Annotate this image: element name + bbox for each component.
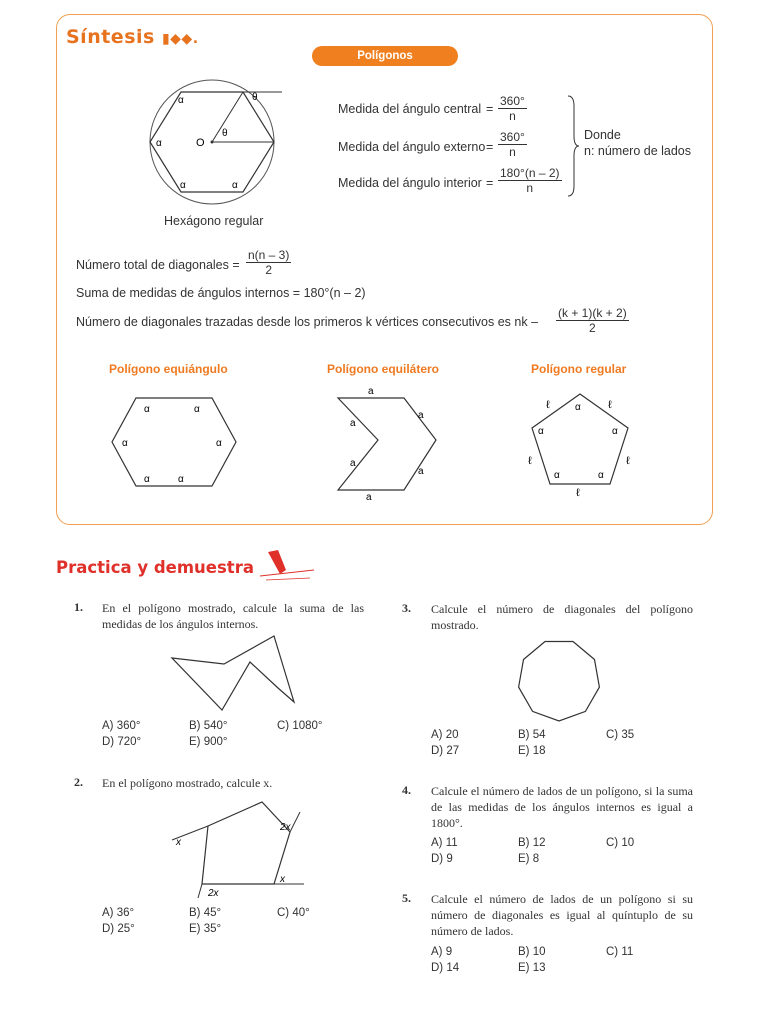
svg-text:α: α [554,470,560,481]
svg-text:α: α [216,438,222,449]
q1-option-b[interactable]: B) 540° [189,720,228,732]
q5-number: 5. [402,891,411,905]
svg-text:a: a [418,466,424,477]
arrows-icon: ▮◆◆. [161,31,199,47]
q1-irregular-polygon [166,632,300,714]
q5-option-b[interactable]: B) 10 [518,946,546,958]
q3-option-c[interactable]: C) 35 [606,729,635,741]
pencil-icon [258,548,316,582]
svg-text:x: x [176,837,181,848]
q1-option-a[interactable]: A) 360° [102,720,141,732]
equilateral-title: Polígono equilátero [327,362,440,376]
regular-title: Polígono regular [531,362,627,376]
svg-text:θ: θ [252,92,258,103]
synthesis-title: Síntesis ▮◆◆. [66,26,199,48]
interior-angle-label: Medida del ángulo interior [338,176,482,190]
q2-pentagon-figure [162,796,312,902]
svg-text:α: α [575,402,581,413]
q4-option-d[interactable]: D) 9 [431,853,453,865]
center-label: O [196,137,205,149]
q4-option-c[interactable]: C) 10 [606,837,635,849]
q3-option-b[interactable]: B) 54 [518,729,546,741]
q2-number: 2. [74,775,83,789]
q3-text: Calcule el número de diagonales del polígono mostrado. [431,602,693,632]
n-definition: n: número de lados [584,144,692,158]
q1-option-e[interactable]: E) 900° [189,736,228,748]
regular-pentagon [516,388,646,500]
svg-text:α: α [194,404,200,415]
svg-text:ℓ: ℓ [608,399,612,411]
q4-option-a[interactable]: A) 11 [431,837,458,849]
q4-text: Calcule el número de lados de un polígono, si la suma de las medidas de los ángulos internos es igual a 1800°. [431,784,693,830]
q2-option-b[interactable]: B) 45° [189,907,222,919]
svg-text:a: a [350,458,356,469]
svg-text:a: a [418,410,424,421]
svg-text:a: a [368,386,374,397]
q4-option-e[interactable]: E) 8 [518,853,540,865]
q3-option-e[interactable]: E) 18 [518,745,546,757]
q1-number: 1. [74,600,83,614]
svg-text:α: α [538,426,544,437]
q4-number: 4. [402,783,411,797]
central-angle-label: Medida del ángulo central [338,102,482,116]
q2-option-d[interactable]: D) 25° [102,923,135,935]
svg-text:2x: 2x [208,888,219,899]
svg-text:a: a [350,418,356,429]
central-angle-fraction: $\frac{360^\circ}{n}$ [500,94,525,123]
svg-text:α: α [122,438,128,449]
svg-text:α: α [598,470,604,481]
svg-text:α: α [156,138,162,149]
q1-option-c[interactable]: C) 1080° [277,720,323,732]
q5-option-c[interactable]: C) 11 [606,946,634,958]
equiangular-title: Polígono equiángulo [109,362,228,376]
right-brace [566,94,580,198]
external-angle-fraction: $\frac{360^\circ}{n}$ [500,130,525,159]
q1-option-d[interactable]: D) 720° [102,736,142,748]
q2-text: En el polígono mostrado, calcule x. [102,776,273,790]
section-pill: Polígonos [312,46,458,66]
svg-text:α: α [178,95,184,106]
q3-option-d[interactable]: D) 27 [431,745,460,757]
q5-option-a[interactable]: A) 9 [431,946,453,958]
q2-option-e[interactable]: E) 35° [189,923,222,935]
q3-option-a[interactable]: A) 20 [431,729,459,741]
q2-option-c[interactable]: C) 40° [277,907,310,919]
equiangular-hexagon [108,392,242,496]
interior-angle-fraction: $\frac{180^\circ(n - 2)}{n}$ [500,166,560,195]
q3-nonagon [514,636,604,724]
q1-text: En el polígono mostrado, calcule la suma de las medidas de los ángulos internos. [102,601,364,631]
donde-label: Donde [584,128,621,142]
svg-text:ℓ: ℓ [626,455,630,467]
q3-number: 3. [402,601,411,615]
svg-text:ℓ: ℓ [546,399,550,411]
q5-text: Calcule el número de lados de un polígono si su número de diagonales es igual al quíntuplo de su número de lados. [431,892,693,938]
svg-text:θ: θ [222,128,228,139]
sum-interior-formula: Suma de medidas de ángulos internos = 180°(n – 2) [76,286,366,300]
svg-text:α: α [180,180,186,191]
svg-text:α: α [612,426,618,437]
svg-text:α: α [232,180,238,191]
svg-text:α: α [178,474,184,485]
hexagon-caption: Hexágono regular [164,214,264,228]
diagonals-fraction: $\frac{n(n - 3)}{2}$ [248,248,290,277]
q5-option-e[interactable]: E) 13 [518,962,546,974]
q4-option-b[interactable]: B) 12 [518,837,546,849]
svg-text:ℓ: ℓ [576,487,580,499]
svg-text:2x: 2x [280,822,291,833]
q2-option-a[interactable]: A) 36° [102,907,135,919]
svg-text:a: a [366,492,372,503]
diagonals-k-label: Número de diagonales trazadas desde los primeros k vértices consecutivos es nk – [76,315,539,329]
svg-text:α: α [144,404,150,415]
diagonals-label: Número total de diagonales = [76,258,240,272]
svg-text:α: α [144,474,150,485]
external-angle-label: Medida del ángulo externo [338,140,486,154]
equilateral-chevron [330,384,442,504]
inscribed-hexagon-figure [140,78,290,208]
diagonals-k-fraction: $\frac{(k + 1)(k + 2)}{2}$ [558,306,627,335]
svg-text:x: x [280,874,285,885]
practice-title: Practica y demuestra [56,558,254,577]
svg-text:ℓ: ℓ [528,455,532,467]
q5-option-d[interactable]: D) 14 [431,962,460,974]
